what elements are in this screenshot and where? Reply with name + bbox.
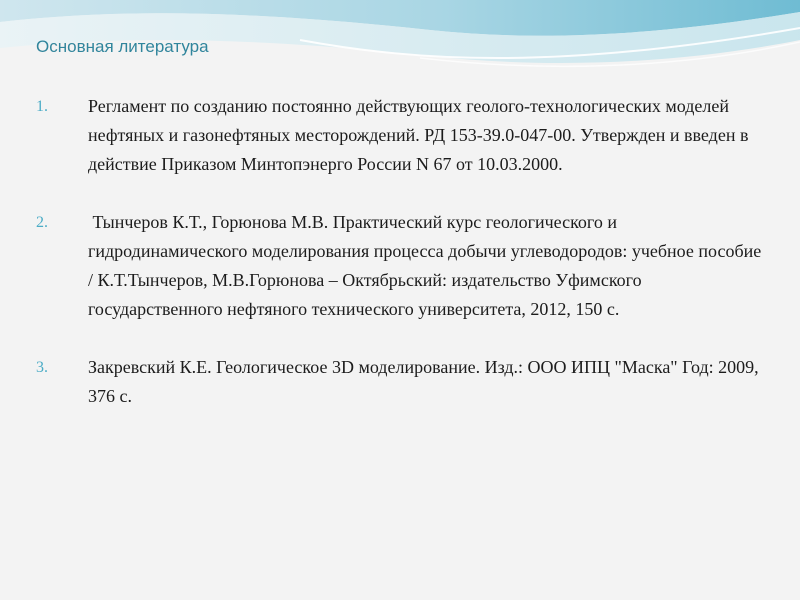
reference-list (36, 92, 766, 411)
slide-title: Основная литература (36, 37, 209, 56)
reference-item (36, 208, 766, 324)
reference-item (36, 353, 766, 411)
reference-number: 3. (36, 359, 48, 376)
reference-text: Тынчеров К.Т., Горюнова М.В. Практический курс геологического и гидродинамического моделирования процесса добычи углеводородов: учебное пособие / К.Т.Тынчеров, М.В.Горюнова – Октябрьский: издательство Уфимского государственного нефтяного технического университета, 2012, 150 с. (88, 212, 766, 319)
reference-text: Закревский К.Е. Геологическое 3D моделирование. Изд.: ООО ИПЦ "Маска" Год: 2009, 376 с. (88, 357, 759, 406)
reference-number: 1. (36, 98, 48, 115)
reference-text: Регламент по созданию постоянно действующих геолого-технологических моделей нефтяных и газонефтяных месторождений. РД 153-39.0-047-00. Утвержден и введен в действие Приказом Минтопэнерго России N 67 от 10.03.2000. (88, 96, 749, 174)
reference-item (36, 92, 766, 179)
reference-number: 2. (36, 214, 48, 231)
